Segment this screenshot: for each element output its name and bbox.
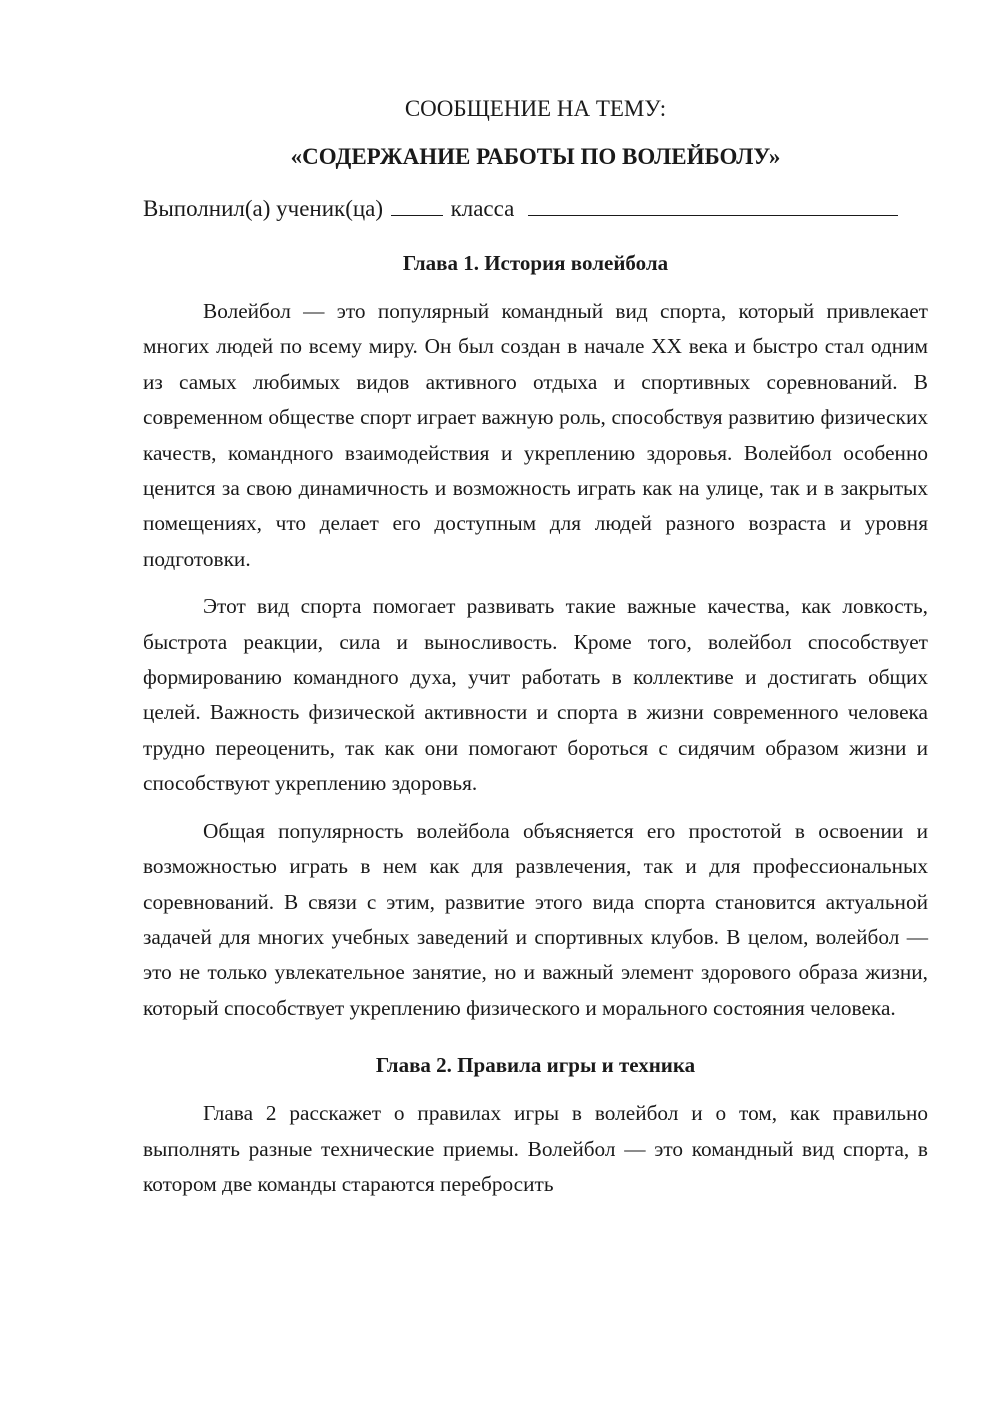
chapter-1-paragraph-3: Общая популярность волейбола объясняется его простотой в освоении и возможностью играть в нем как для развлечения, так и для профессиональных соревнований. В связи с этим, развитие этого вида спорта становится актуальной задачей для многих учебных заведений и спортивных клубов. В целом, волейбол — это не только увлекательное занятие, но и важный элемент здорового образа жизни, который способствует укреплению физического и морального состояния человека.: [143, 818, 928, 1020]
author-prefix: Выполнил(а) ученик(ца): [143, 196, 384, 221]
document-title-line1: СООБЩЕНИЕ НА ТЕМУ:: [404, 96, 667, 121]
author-class-label: класса: [450, 196, 515, 221]
document-page: [143, 94, 928, 1214]
name-blank: [528, 195, 898, 216]
chapter-1-paragraph-1: Волейбол — это популярный командный вид спорта, который привлекает многих людей по всему миру. Он был создан в начале XX века и быстро стал одним из самых любимых видов активного отдыха и спортивных соревнований. В современном обществе спорт играет важную роль, способствуя развитию физических качеств, командного взаимодействия и укреплению здоровья. Волейбол особенно ценится за свою динамичность и возможность играть как на улице, так и в закрытых помещениях, что делает его доступным для людей разного возраста и уровня подготовки.: [143, 299, 928, 571]
chapter-1-heading: Глава 1. История волейбола: [402, 251, 669, 275]
document-title-line2: «СОДЕРЖАНИЕ РАБОТЫ ПО ВОЛЕЙБОЛУ»: [290, 144, 781, 169]
author-line: [143, 194, 928, 224]
chapter-2-heading: Глава 2. Правила игры и техника: [375, 1053, 696, 1078]
grade-blank: [391, 195, 443, 216]
chapter-2-paragraph-1: Глава 2 расскажет о правилах игры в волейбол и о том, как правильно выполнять разные технические приемы. Волейбол — это командный вид спорта, в котором две команды стараются перебросить: [143, 1101, 928, 1196]
chapter-1-paragraph-2: Этот вид спорта помогает развивать такие важные качества, как ловкость, быстрота реакции, сила и выносливость. Кроме того, волейбол способствует формированию командного духа, учит работать в коллективе и достигать общих целей. Важность физической активности и спорта в жизни современного человека трудно переоценить, так как они помогают бороться с сидячим образом жизни и способствуют укреплению здоровья.: [143, 594, 928, 796]
